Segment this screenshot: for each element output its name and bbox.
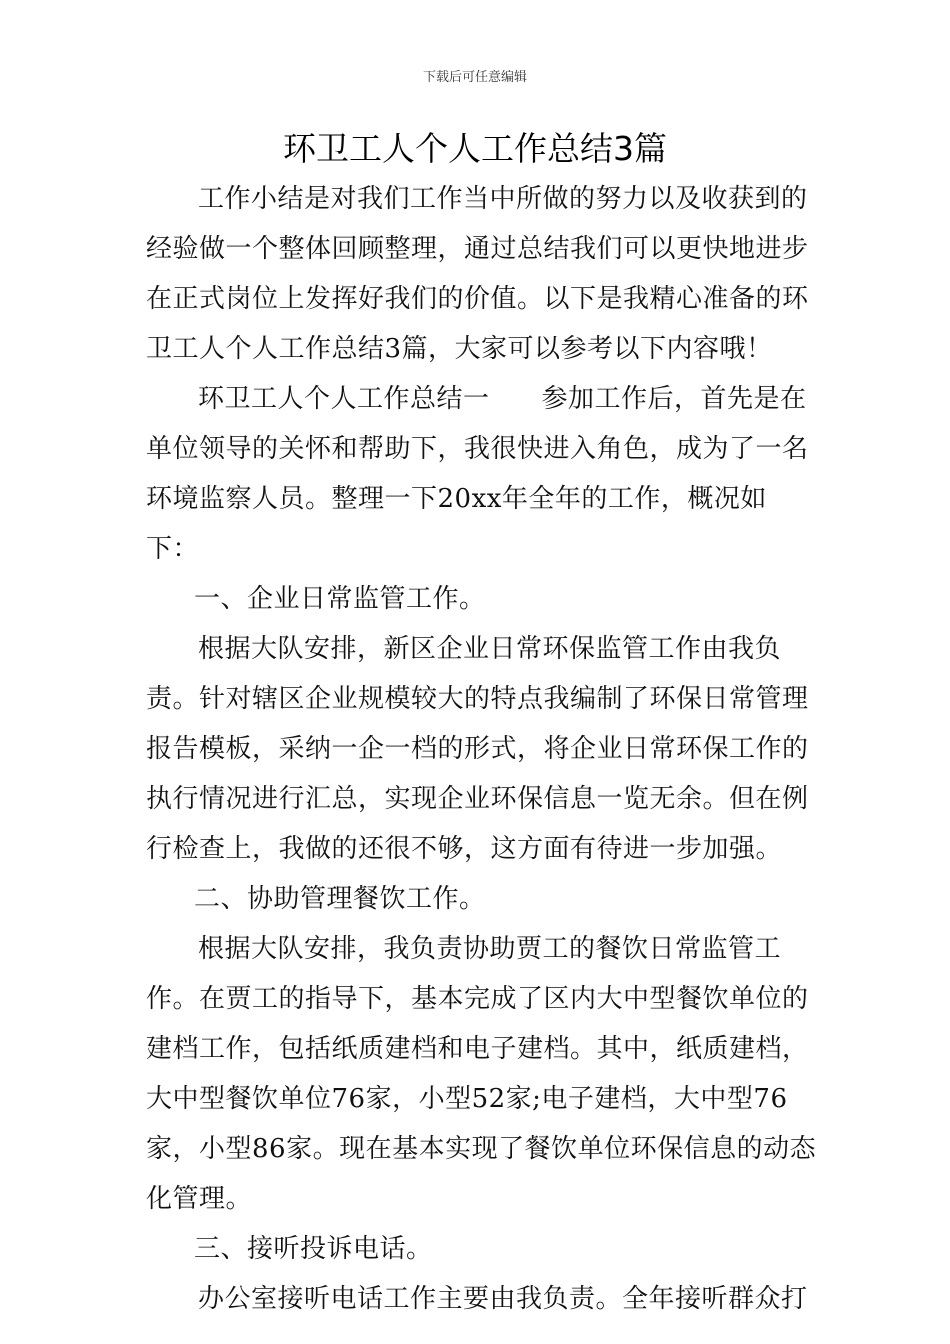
part-one-paragraph bbox=[146, 374, 818, 574]
page-header-note: 下载后可任意编辑 bbox=[422, 70, 527, 85]
section-three-body: 办公室接听电话工作主要由我负责。全年接听群众打 bbox=[198, 1284, 808, 1314]
part-one-opening: 参加工作后，首先是在单位领导的关怀和帮助下，我很快进入角色，成为了一名环境监察人员。整理一下20xx年全年的工作，概况如下： bbox=[146, 384, 809, 564]
section-one-heading: 一、企业日常监管工作。 bbox=[194, 584, 486, 614]
intro-paragraph: 工作小结是对我们工作当中所做的努力以及收获到的经验做一个整体回顾整理，通过总结我们可以更快地进步在正式岗位上发挥好我们的价值。以下是我精心准备的环卫工人个人工作总结3篇，大家可以参考以下内容哦！ bbox=[146, 184, 809, 364]
section-two-body: 根据大队安排，我负责协助贾工的餐饮日常监管工作。在贾工的指导下，基本完成了区内大中型餐饮单位的建档工作，包括纸质建档和电子建档。其中，纸质建档，大中型餐饮单位76家，小型52家;电子建档，大中型76家，小型86家。现在基本实现了餐饮单位环保信息的动态化管理。 bbox=[146, 934, 817, 1214]
document-body bbox=[146, 174, 818, 1324]
section-three-heading: 三、接听投诉电话。 bbox=[194, 1234, 433, 1264]
section-one-body: 根据大队安排，新区企业日常环保监管工作由我负责。针对辖区企业规模较大的特点我编制了环保日常管理报告模板，采纳一企一档的形式，将企业日常环保工作的执行情况进行汇总，实现企业环保信息一览无余。但在例行检查上，我做的还很不够，这方面有待进一步加强。 bbox=[146, 634, 809, 864]
section-two-heading: 二、协助管理餐饮工作。 bbox=[194, 884, 486, 914]
document-title: 环卫工人个人工作总结3篇 bbox=[283, 129, 667, 168]
part-one-label: 环卫工人个人工作总结一 bbox=[198, 384, 490, 414]
